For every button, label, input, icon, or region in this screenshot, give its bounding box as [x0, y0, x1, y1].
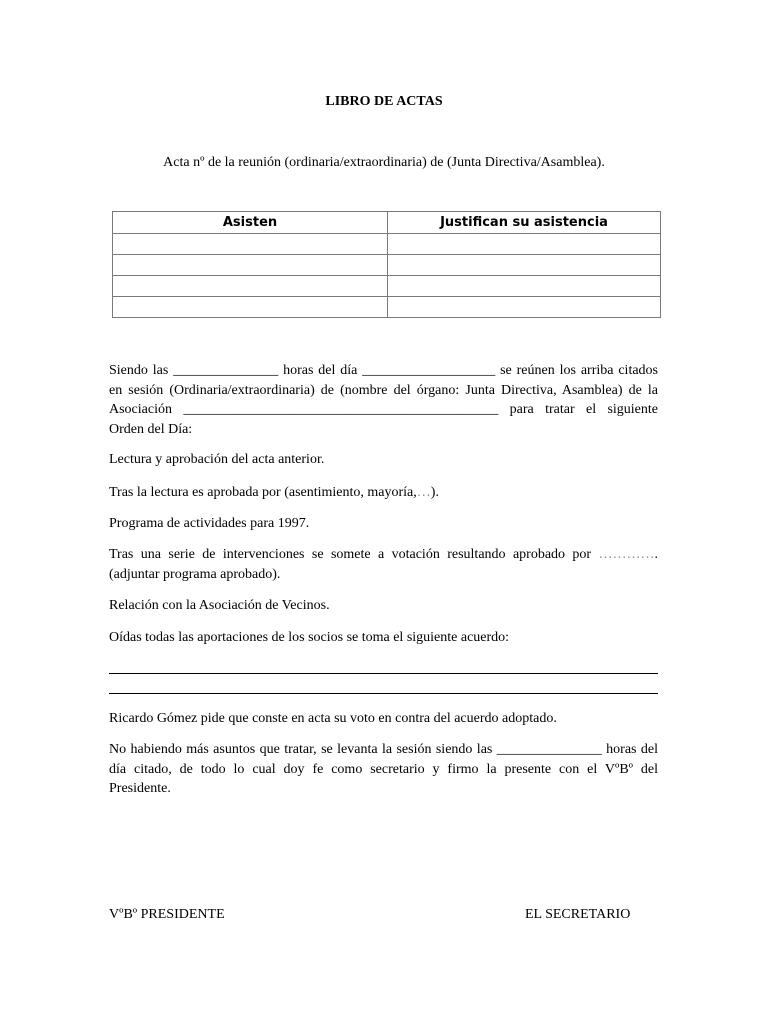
blank-line	[109, 693, 658, 694]
paragraph-acuerdo: Oídas todas las aportaciones de los socios se toma el siguiente acuerdo:	[109, 630, 510, 645]
cierre-end: Presidente.	[109, 781, 171, 796]
paragraph-acta-anterior: Lectura y aprobación del acta anterior.	[109, 452, 325, 467]
cierre-text: No habiendo más asuntos que tratar, se levanta la sesión siendo las _______________ horas del día citado, de todo lo cual doy fe como secretario y firmo la presente con el VºBº del	[109, 742, 658, 777]
table-header-row	[113, 212, 661, 234]
intro-text: Siendo las _______________ horas del día ___________________ se reúnen los arriba citados en sesión (Ordinaria/extraordinaria) de (nombre del órgano: Junta Directiva, Asamblea) de la Asociación _____________________________________________ para tratar el siguiente	[109, 363, 658, 417]
intro-text-end: Orden del Día:	[109, 421, 193, 437]
table-cell	[113, 255, 388, 276]
signature-secretario: EL SECRETARIO	[525, 907, 631, 922]
header-asisten: Asisten	[113, 212, 388, 234]
blank-line	[109, 673, 658, 674]
table-cell	[388, 276, 661, 297]
table-cell	[388, 255, 661, 276]
signature-presidente: VºBº PRESIDENTE	[109, 907, 225, 922]
table-cell	[388, 234, 661, 255]
document-title: LIBRO DE ACTAS	[325, 94, 443, 109]
paragraph-aprobada	[109, 483, 658, 503]
intro-paragraph	[109, 361, 658, 439]
table-cell	[113, 276, 388, 297]
attendance-table	[112, 211, 661, 318]
table-cell	[113, 234, 388, 255]
paragraph-programa: Programa de actividades para 1997.	[109, 516, 310, 531]
header-justifican: Justifican su asistencia	[388, 212, 661, 234]
aprobada-ellipsis: …	[416, 485, 431, 500]
document-subtitle: Acta nº de la reunión (ordinaria/extraordinaria) de (Junta Directiva/Asamblea).	[163, 155, 605, 170]
votacion-note: (adjuntar programa aprobado).	[109, 566, 281, 582]
votacion-period: .	[654, 547, 658, 562]
table-row	[113, 297, 661, 318]
table-cell	[388, 297, 661, 318]
table-row	[113, 276, 661, 297]
table-row	[113, 255, 661, 276]
paragraph-voto-contra: Ricardo Gómez pide que conste en acta su voto en contra del acuerdo adoptado.	[109, 711, 557, 726]
paragraph-vecinos: Relación con la Asociación de Vecinos.	[109, 598, 330, 613]
aprobada-close: ).	[430, 485, 439, 500]
paragraph-votacion	[109, 545, 658, 584]
paragraph-cierre	[109, 740, 658, 799]
votacion-dots: …………	[598, 547, 655, 562]
votacion-text: Tras una serie de intervenciones se somete a votación resultando aprobado por	[109, 547, 592, 562]
table-row	[113, 234, 661, 255]
aprobada-text: Tras la lectura es aprobada por (asentimiento, mayoría,	[109, 485, 417, 500]
votacion-line	[109, 545, 658, 565]
table-cell	[113, 297, 388, 318]
